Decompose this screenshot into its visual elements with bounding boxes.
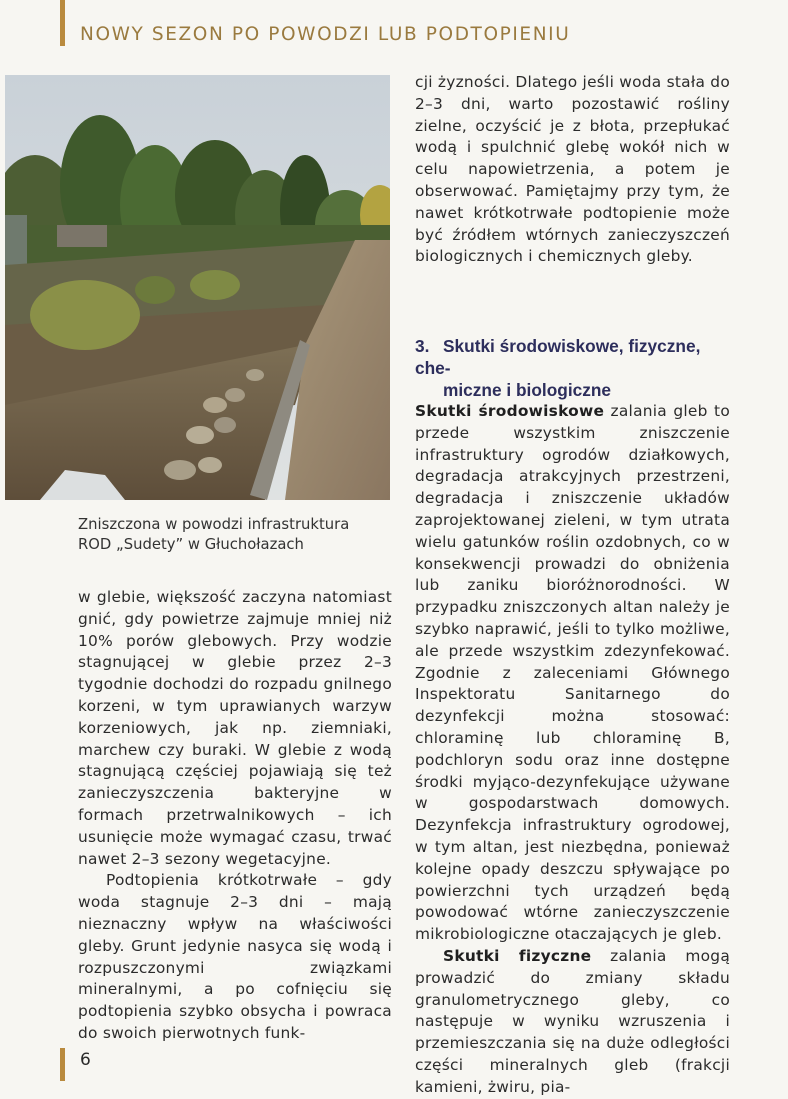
running-header: NOWY SEZON PO POWODZI LUB PODTOPIENIU bbox=[80, 24, 571, 45]
right-column bbox=[415, 335, 730, 1099]
text-physical: zalania mogą prowadzić do zmiany składu granulometrycznego gleby, co następuje w wyniku wzruszenia i przemieszczania się na duże odległości części mineralnych gleb (frakcji kamieni, żwiru, pia- bbox=[415, 946, 730, 1096]
lead-physical: Skutki fizyczne bbox=[443, 946, 592, 965]
right-paragraph-continued: cji żyzności. Dlatego jeśli woda stała do 2–3 dni, warto pozostawić rośliny zielne, oczyścić je z błota, przepłukać wodą i spulchnić glebę wokół nich w celu napowietrzenia, a potem je obserwować. Pamiętajmy przy tym, że nawet krótkotrwałe podtopienie może być źródłem wtórnych zanieczyszczeń biologicznych i chemicznych gleby. bbox=[415, 73, 730, 266]
garden-photo bbox=[5, 75, 390, 500]
paragraph-environmental bbox=[415, 401, 730, 946]
header-accent-bar bbox=[60, 0, 65, 46]
caption-line-2: ROD „Sudety” w Głuchołazach bbox=[78, 536, 304, 553]
left-paragraph-2: Podtopienia krótkotrwałe – gdy woda stagnuje 2–3 dni – mają nieznaczny wpływ na właściwości gleby. Grunt jedynie nasyca się wodą i rozpuszczonymi związkami mineralnymi, a po cofnięciu się podtopienia szybko obsycha i powraca do swoich pierwotnych funk- bbox=[78, 871, 392, 1042]
left-paragraph-1: w glebie, większość zaczyna natomiast gnić, gdy powietrze zajmuje mniej niż 10% porów glebowych. Przy wodzie stagnującej w glebie przez 2–3 tygodnie dochodzi do rozpadu gnilnego korzeni, w tym uprawianych warzyw korzeniowych, jak np. ziemniaki, marchew czy buraki. W glebie z wodą stagnującą częściej pojawiają się też zanieczyszczenia bakteryjne w formach przetrwalnikowych – ich usunięcie może wymagać czasu, trwać nawet 2–3 sezony wegetacyjne. bbox=[78, 588, 392, 868]
section-title-line-1: Skutki środowiskowe, fizyczne, che- bbox=[415, 336, 701, 378]
caption-line-1: Zniszczona w powodzi infrastruktura bbox=[78, 516, 350, 533]
text-environmental: zalania gleb to przede wszystkim zniszczenie infrastruktury ogrodów działkowych, degradacja atrakcyjnych przestrzeni, degradacja i zniszczenie układów zaprojektowanej zieleni, w tym utrata wielu gatunków roślin ozdobnych, co w konsekwencji prowadzi do obniżenia lub zaniku bioróżnorodności. W przypadku zniszczonych altan należy je szybko naprawić, jeśli to tylko możliwe, ale przede wszystkim zdezynfekować. Zgodnie z zaleceniami Głównego Inspektoratu Sanitarnego do dezynfekcji można stosować: chloraminę lub chloraminę B, podchloryn sodu oraz inne dostępne środki myjąco-dezynfekujące używane w gospodarstwach domowych. Dezynfekcja infrastruktury ogrodowej, w tym altan, jest niezbędna, ponieważ kolejne opady deszczu spływające po powierzchni tych urządzeń będą powodować wtórne zanieczyszczenie mikrobiologiczne otaczających je gleb. bbox=[415, 402, 731, 944]
section-number: 3. bbox=[415, 336, 430, 356]
garden-photo-illustration bbox=[5, 75, 390, 500]
page-number: 6 bbox=[80, 1050, 91, 1070]
paragraph-physical bbox=[415, 946, 730, 1099]
right-column-top bbox=[415, 72, 730, 268]
section-heading bbox=[415, 335, 730, 401]
section-title-line-2: miczne i biologiczne bbox=[443, 380, 612, 400]
lead-environmental: Skutki środowiskowe bbox=[415, 402, 605, 420]
footer-accent-bar bbox=[60, 1048, 65, 1081]
left-column bbox=[78, 587, 392, 1045]
photo-caption bbox=[78, 515, 398, 555]
